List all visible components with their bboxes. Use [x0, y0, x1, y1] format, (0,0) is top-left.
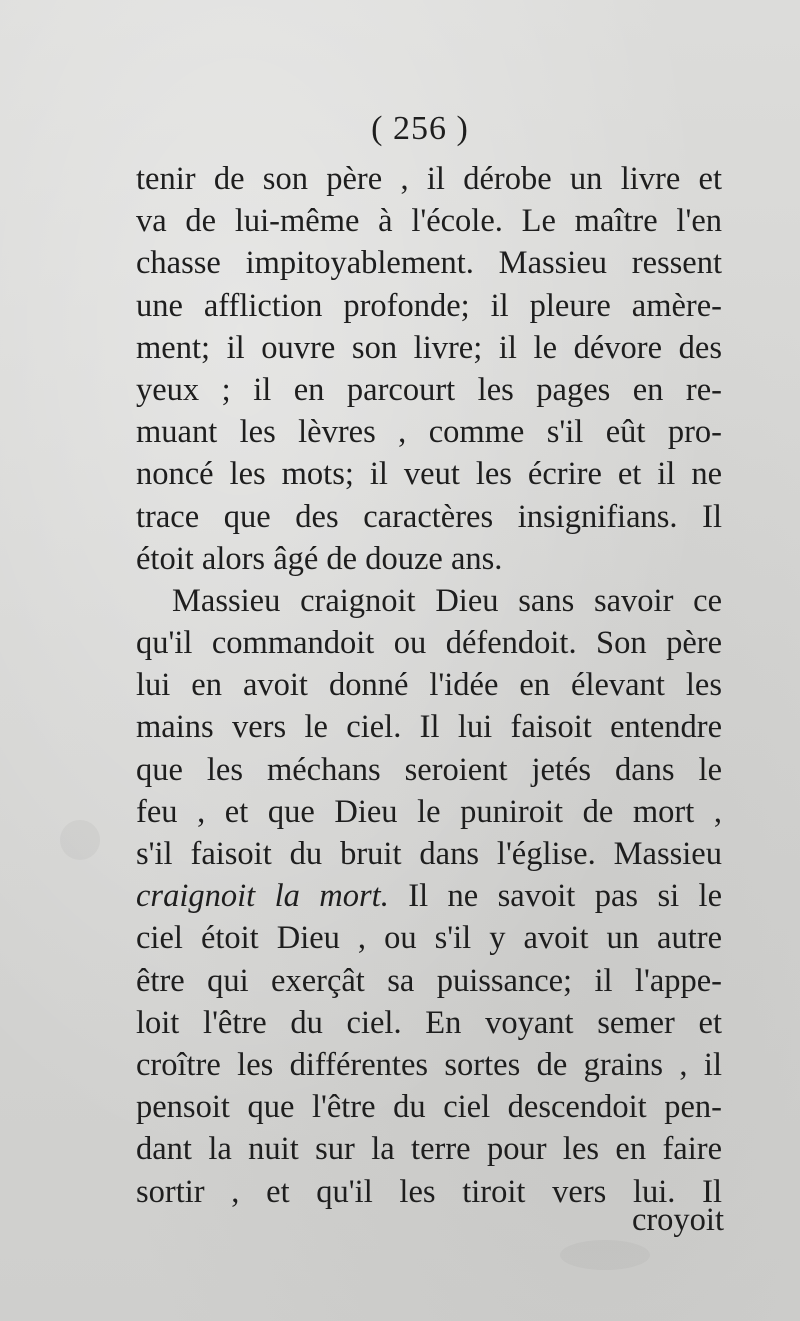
text-line: va de lui-même à l'école. Le maître l'en — [136, 203, 722, 240]
body-text — [136, 158, 722, 1213]
text-line: une affliction profonde; il pleure amère- — [136, 287, 722, 324]
text-line-with-italic — [136, 875, 722, 917]
page-number: ( 256 ) — [371, 110, 469, 147]
page-stain — [560, 1240, 650, 1270]
text-line: que les méchans seroient jetés dans le — [136, 751, 722, 788]
text-line: tenir de son père , il dérobe un livre et — [136, 161, 722, 197]
catchword: croyoit — [631, 1202, 724, 1238]
text-line: noncé les mots; il veut les écrire et il ne — [136, 456, 722, 493]
page-stain — [60, 820, 100, 860]
text-line: chasse impitoyablement. Massieu ressent — [136, 245, 722, 282]
text-line: étoit alors âgé de douze ans. — [136, 540, 503, 577]
text-line: être qui exerçât sa puissance; il l'appe- — [136, 962, 722, 999]
text-line: lui en avoit donné l'idée en élevant les — [136, 667, 722, 704]
paragraph-first-line: Massieu craignoit Dieu sans savoir ce — [172, 582, 722, 619]
text-line: mains vers le ciel. Il lui faisoit entendre — [136, 709, 722, 746]
italic-phrase: craignoit la mort. — [136, 878, 389, 915]
text-line: dant la nuit sur la terre pour les en faire — [136, 1131, 722, 1168]
text-line: feu , et que Dieu le puniroit de mort , — [136, 793, 722, 830]
text-line: sortir , et qu'il les tiroit vers lui. Il — [136, 1173, 722, 1210]
text-line: ment; il ouvre son livre; il le dévore des — [136, 329, 722, 366]
text-line: loit l'être du ciel. En voyant semer et — [136, 1004, 722, 1041]
text-line: qu'il commandoit ou défendoit. Son père — [136, 625, 722, 662]
text-line: pensoit que l'être du ciel descendoit pen- — [136, 1089, 722, 1126]
text-line: trace que des caractères insignifians. Il — [136, 498, 722, 535]
text-line: yeux ; il en parcourt les pages en re- — [136, 371, 722, 408]
text-line: s'il faisoit du bruit dans l'église. Massieu — [136, 836, 722, 872]
text-line: ciel étoit Dieu , ou s'il y avoit un autre — [136, 920, 722, 957]
text-line-rest: Il ne savoit pas si le — [408, 878, 723, 915]
text-line: muant les lèvres , comme s'il eût pro- — [136, 414, 722, 451]
text-line: croître les différentes sortes de grains , il — [136, 1046, 722, 1083]
